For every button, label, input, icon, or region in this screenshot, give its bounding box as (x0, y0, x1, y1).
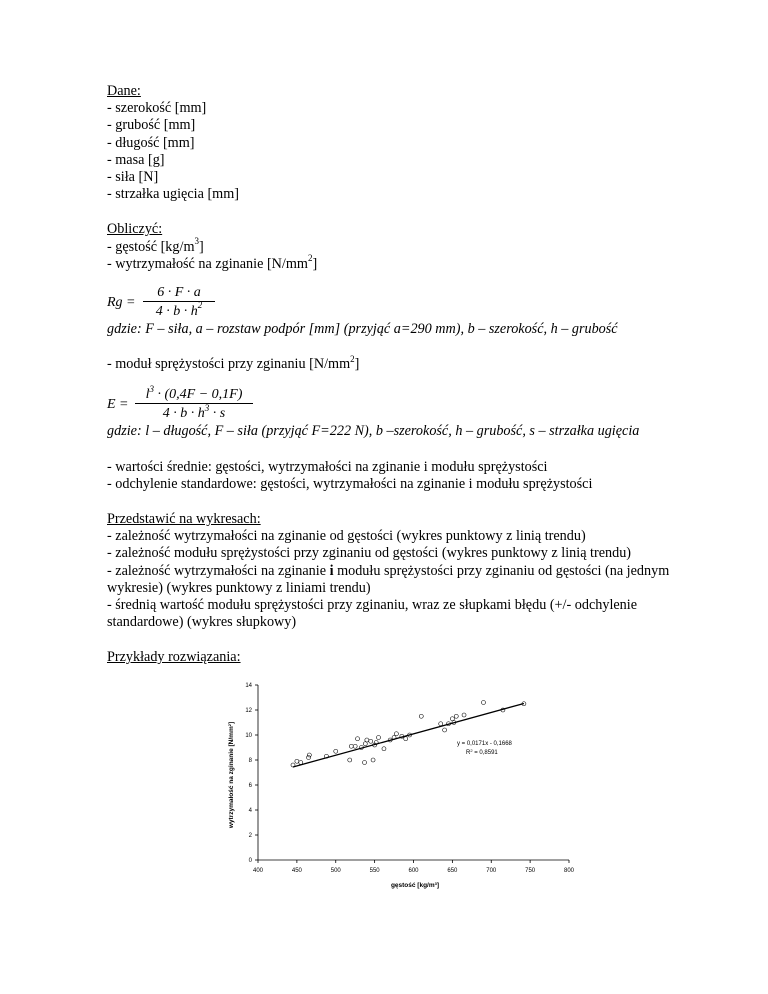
x-tick-label: 400 (252, 868, 264, 874)
averages-item: - odchylenie standardowe: gęstości, wytrzymałości na zginanie i modułu sprężystości (107, 475, 593, 492)
data-point (371, 758, 375, 762)
data-point (353, 744, 357, 748)
dane-item: - grubość [mm] (107, 117, 196, 134)
x-tick-label: 700 (486, 868, 497, 874)
formula-e-fraction-bar (135, 403, 253, 404)
dane-item: - strzałka ugięcia [mm] (107, 186, 239, 203)
y-tick-label: 2 (248, 833, 252, 839)
x-tick-label: 600 (408, 868, 419, 874)
charts-item: - zależność modułu sprężystości przy zginaniu od gęstości (wykres punktowy z linią trendu) (107, 545, 632, 562)
data-point (462, 713, 466, 717)
data-point (295, 759, 299, 763)
strength-item: - wytrzymałość na zginanie $[N/mm^2]$ (107, 253, 318, 272)
data-point (363, 761, 367, 765)
data-point (299, 761, 303, 765)
data-point (369, 739, 373, 743)
y-tick-label: 12 (245, 708, 252, 714)
data-point (404, 737, 408, 741)
density-item: - gęstość $[kg/m^3]$ (107, 235, 204, 255)
x-tick-label: 800 (563, 868, 575, 874)
data-point (334, 749, 338, 753)
data-point (419, 714, 423, 718)
dane-heading: Dane: (107, 83, 141, 99)
data-point (377, 736, 381, 740)
y-tick-label: 6 (248, 783, 252, 789)
formula-rg-note: gdzie: F – siła, a – rozstaw podpór [mm] (przyjąć a=290 mm), b – szerokość, h – grubość (107, 321, 618, 338)
x-tick-label: 500 (330, 868, 341, 874)
data-point (454, 714, 458, 718)
charts-heading: Przedstawić na wykresach: (107, 511, 261, 528)
y-axis-label: wytrzymałość na zginanie $[N/mm^2]$ (227, 721, 235, 829)
formula-rg (107, 283, 707, 321)
data-point (439, 722, 443, 726)
formula-rg-fraction-bar (143, 301, 215, 302)
chart-axes (258, 685, 569, 860)
formula-e-lhs: E = (107, 397, 129, 413)
data-point (481, 701, 485, 705)
data-point (363, 742, 367, 746)
data-point (349, 744, 353, 748)
averages-item: - wartości średnie: gęstości, wytrzymałości na zginanie i modułu sprężystości (107, 458, 548, 475)
modulus-item: - moduł sprężystości przy zginaniu $[N/mm^2]$ (107, 353, 360, 373)
data-point (365, 738, 369, 742)
y-tick-label: 8 (248, 758, 252, 764)
charts-item: - zależność wytrzymałości na zginanie i modułu sprężystości przy zginaniu od gęstości (na jednym wykresie) (wykres punktowy z liniami trendu) (107, 562, 670, 596)
chart-points (291, 701, 526, 768)
dane-item: - długość [mm] (107, 134, 195, 151)
charts-item: - średnią wartość modułu sprężystości przy zginaniu, wraz ze słupkami błędu (+/- odchylenie standardowe) (wykres słupkowy) (107, 597, 638, 631)
x-axis-label: gęstość $[kg/m^3]$ (390, 881, 440, 889)
trend-line (293, 703, 524, 766)
x-tick-label: 450 (291, 868, 302, 874)
data-point (450, 717, 454, 721)
data-point (382, 747, 386, 751)
obliczyc-heading: Obliczyć: (107, 221, 163, 238)
data-point (307, 753, 311, 757)
y-tick-label: 14 (245, 683, 252, 689)
formula-rg-denominator: $4 \cdot b \cdot h^2$ (155, 300, 203, 320)
formula-rg-lhs: Rg = (107, 295, 136, 311)
chart-ticks (245, 683, 574, 874)
trend-r2: $R^2 = 0,8591$ (466, 748, 498, 756)
formula-rg-numerator: 6 · F · a (157, 285, 201, 301)
y-tick-label: 4 (248, 808, 252, 814)
dane-item: - siła [N] (107, 169, 159, 186)
data-point (307, 756, 311, 760)
data-point (348, 758, 352, 762)
x-tick-label: 650 (447, 868, 458, 874)
charts-item: - zależność wytrzymałości na zginanie od gęstości (wykres punktowy z linią trendu) (107, 528, 586, 545)
formula-e-denominator: $4 \cdot b \cdot h^3 \cdot s$ (162, 402, 226, 422)
document-body (107, 83, 707, 667)
formula-e-numerator: $l^3 \cdot (0,4F - 0,1F)$ (145, 383, 243, 403)
scatter-chart (215, 672, 585, 892)
formula-e (107, 385, 707, 423)
x-tick-label: 750 (525, 868, 536, 874)
dane-item: - szerokość [mm] (107, 100, 207, 117)
data-point (443, 728, 447, 732)
data-point (356, 737, 360, 741)
trend-equation: y = 0,0171x - 0,1668 (457, 741, 512, 747)
y-tick-label: 0 (248, 858, 252, 864)
data-point (394, 732, 398, 736)
formula-e-note: gdzie: l – długość, F – siła (przyjąć F=222 N), b –szerokość, h – grubość, s – strzałka ugięcia (107, 423, 640, 440)
x-tick-label: 550 (369, 868, 380, 874)
dane-item: - masa [g] (107, 151, 165, 168)
y-tick-label: 10 (245, 733, 252, 739)
examples-heading: Przykłady rozwiązania: (107, 649, 241, 666)
